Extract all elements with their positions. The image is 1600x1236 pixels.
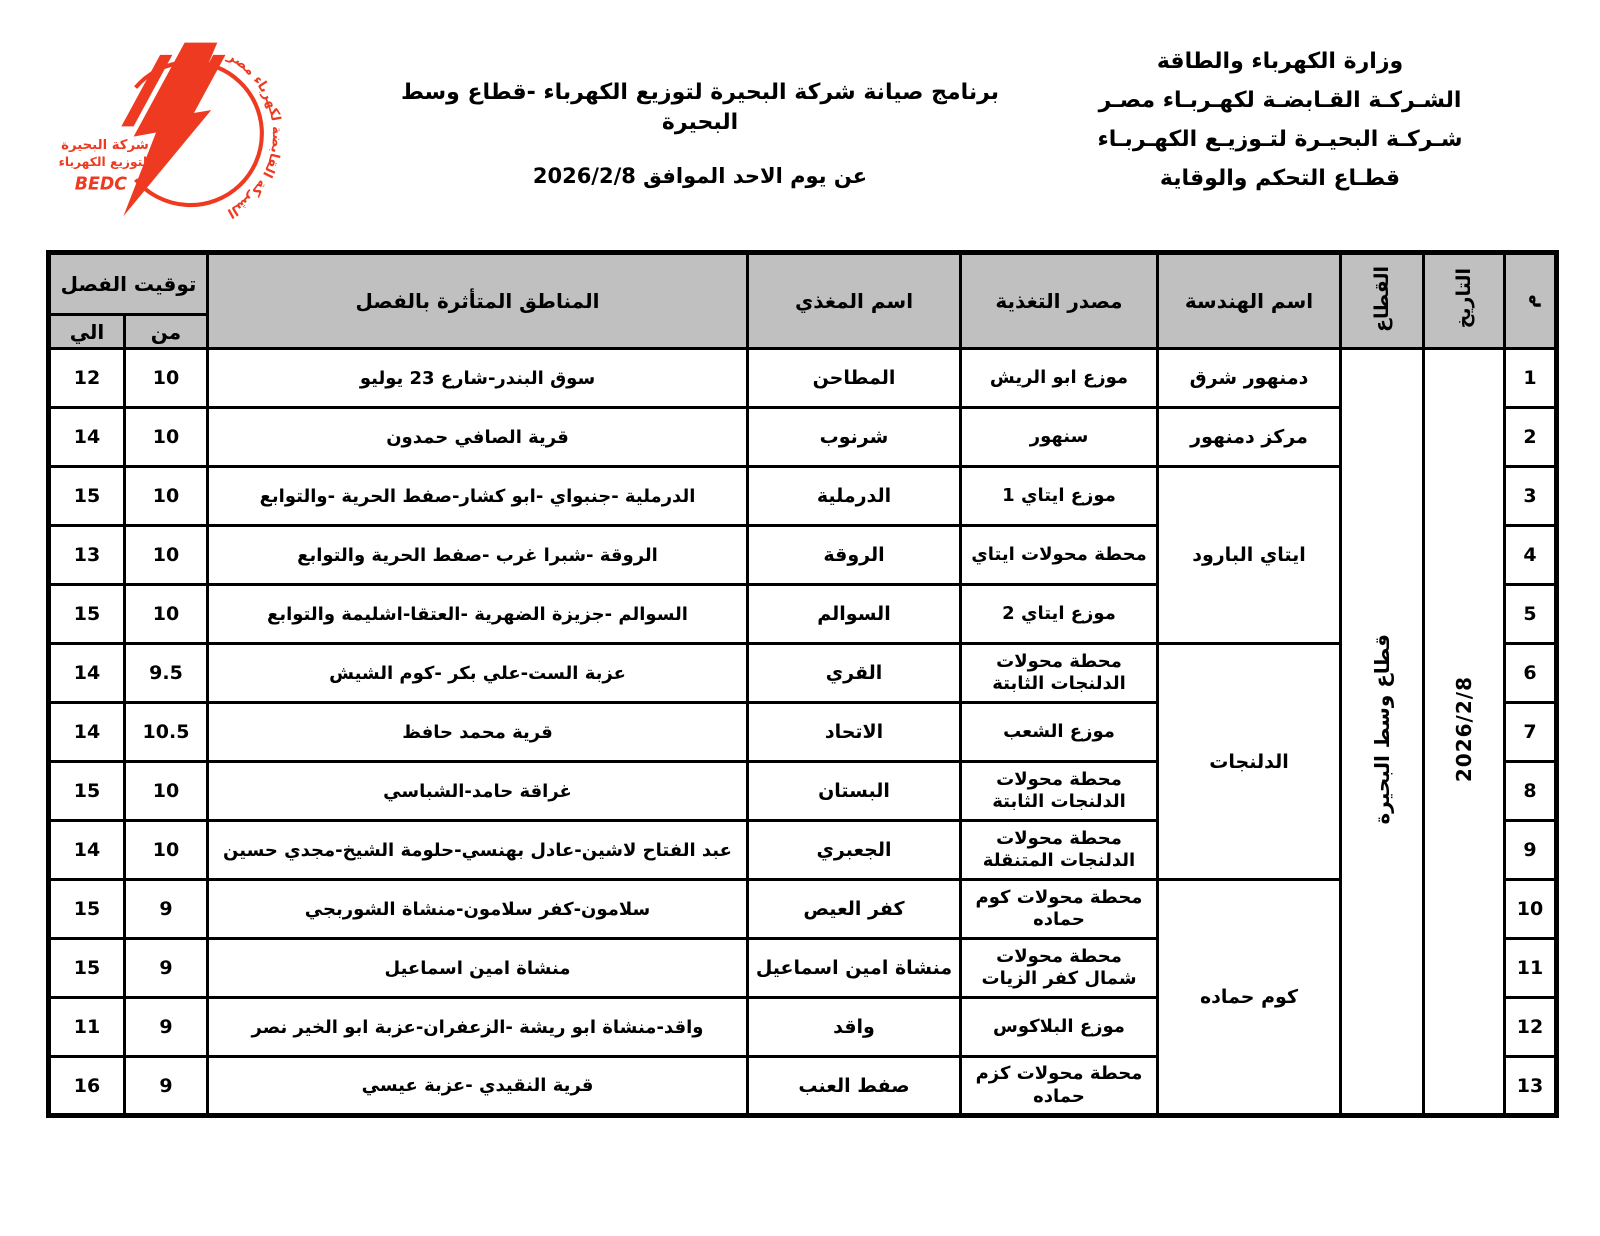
from-time-cell: 9 <box>125 939 208 998</box>
feeder-cell: منشاة امين اسماعيل <box>748 939 961 998</box>
from-time-cell: 10 <box>125 821 208 880</box>
feed-source-cell: محطة محولات ايتاي <box>961 526 1158 585</box>
feeder-cell: الروقة <box>748 526 961 585</box>
from-time-cell: 10 <box>125 526 208 585</box>
feeder-cell: كفر العيص <box>748 880 961 939</box>
row-number: 10 <box>1505 880 1557 939</box>
org-line-sector: قطـاع التحكم والوقاية <box>1159 166 1401 191</box>
row-number: 8 <box>1505 762 1557 821</box>
engineering-cell: دمنهور شرق <box>1158 349 1341 408</box>
feeder-cell: الاتحاد <box>748 703 961 762</box>
from-time-cell: 10.5 <box>125 703 208 762</box>
row-number: 13 <box>1505 1057 1557 1116</box>
areas-cell: غراقة حامد-الشباسي <box>208 762 748 821</box>
feeder-cell: السوالم <box>748 585 961 644</box>
header-affected-areas: المناطق المتأثرة بالفصل <box>208 253 748 349</box>
table-row <box>49 408 1557 467</box>
header-number: م <box>1505 253 1557 349</box>
logo-arc-text: الشركة القابضة لكهرباء مصر <box>224 48 285 221</box>
feed-source-cell: محطة محولات الدلنجات الثابتة <box>961 762 1158 821</box>
feeder-cell: شرنوب <box>748 408 961 467</box>
table-row <box>49 644 1557 703</box>
header-sector: القطاع <box>1341 253 1424 349</box>
feed-source-cell: موزع ابو الريش <box>961 349 1158 408</box>
feed-source-cell: موزع البلاكوس <box>961 998 1158 1057</box>
row-number: 12 <box>1505 998 1557 1057</box>
feed-source-cell: محطة محولات الدلنجات الثابتة <box>961 644 1158 703</box>
feed-source-cell: موزع ايتاي 2 <box>961 585 1158 644</box>
table-row <box>49 880 1557 939</box>
from-time-cell: 9 <box>125 880 208 939</box>
areas-cell: عبد الفتاح لاشين-عادل بهنسي-حلومة الشيخ-مجدي حسين <box>208 821 748 880</box>
row-number: 5 <box>1505 585 1557 644</box>
from-time-cell: 9 <box>125 998 208 1057</box>
logo-company-line2: لتوزيع الكهرباء <box>58 155 148 170</box>
to-time-cell: 14 <box>49 821 125 880</box>
areas-cell: السوالم -جزيزة الضهرية -العتقا-اشليمة والتوابع <box>208 585 748 644</box>
row-number: 1 <box>1505 349 1557 408</box>
engineering-merged-cell: الدلنجات <box>1158 644 1341 880</box>
areas-cell: قرية محمد حافظ <box>208 703 748 762</box>
areas-cell: واقد-منشاة ابو ريشة -الزعفران-عزبة ابو الخير نصر <box>208 998 748 1057</box>
to-time-cell: 15 <box>49 939 125 998</box>
from-time-cell: 9.5 <box>125 644 208 703</box>
to-time-cell: 15 <box>49 585 125 644</box>
header-engineering: اسم الهندسة <box>1158 253 1341 349</box>
row-number: 6 <box>1505 644 1557 703</box>
feed-source-cell: موزع الشعب <box>961 703 1158 762</box>
row-number: 2 <box>1505 408 1557 467</box>
sector-merged-cell: قطاع وسط البحيرة <box>1341 349 1424 1116</box>
from-time-cell: 10 <box>125 408 208 467</box>
areas-cell: سلامون-كفر سلامون-منشاة الشوربجي <box>208 880 748 939</box>
logo-acronym: BEDC <box>74 174 128 195</box>
areas-cell: عزبة الست-علي بكر -كوم الشيش <box>208 644 748 703</box>
to-time-cell: 15 <box>49 880 125 939</box>
engineering-cell: مركز دمنهور <box>1158 408 1341 467</box>
to-time-cell: 15 <box>49 762 125 821</box>
row-number: 7 <box>1505 703 1557 762</box>
header-date: التاريخ <box>1424 253 1505 349</box>
title-line-2: عن يوم الاحد الموافق 2026/2/8 <box>532 164 868 188</box>
to-time-cell: 12 <box>49 349 125 408</box>
feed-source-cell: موزع ايتاي 1 <box>961 467 1158 526</box>
from-time-cell: 10 <box>125 467 208 526</box>
feeder-cell: واقد <box>748 998 961 1057</box>
lightning-bolt-icon <box>123 43 217 217</box>
from-time-cell: 10 <box>125 349 208 408</box>
organization-header <box>1015 42 1545 198</box>
areas-cell: قرية الصافي حمدون <box>208 408 748 467</box>
row-number: 3 <box>1505 467 1557 526</box>
feed-source-cell: محطة محولات شمال كفر الزيات <box>961 939 1158 998</box>
to-time-cell: 14 <box>49 644 125 703</box>
feeder-cell: الجعبري <box>748 821 961 880</box>
to-time-cell: 13 <box>49 526 125 585</box>
title-line-1: برنامج صيانة شركة البحيرة لتوزيع الكهرباء -قطاع وسط البحيرة <box>400 80 1000 135</box>
areas-cell: منشاة امين اسماعيل <box>208 939 748 998</box>
feed-source-cell: محطة محولات كزم حماده <box>961 1057 1158 1116</box>
document-title <box>400 78 1000 188</box>
feeder-cell: القري <box>748 644 961 703</box>
to-time-cell: 16 <box>49 1057 125 1116</box>
feeder-cell: البستان <box>748 762 961 821</box>
header-outage-timing: توقيت الفصل <box>49 253 208 315</box>
to-time-cell: 14 <box>49 703 125 762</box>
areas-cell: سوق البندر-شارع 23 يوليو <box>208 349 748 408</box>
date-merged-cell: 2026/2/8 <box>1424 349 1505 1116</box>
areas-cell: الدرملية -جنبواي -ابو كشار-صفط الحرية -والتوابع <box>208 467 748 526</box>
feed-source-cell: محطة محولات الدلنجات المتنقلة <box>961 821 1158 880</box>
feeder-cell: المطاحن <box>748 349 961 408</box>
from-time-cell: 10 <box>125 762 208 821</box>
bedc-logo-graphic <box>58 28 298 233</box>
org-line-company: شـركـة البحيـرة لتـوزيـع الكهـربـاء <box>1097 127 1463 152</box>
maintenance-schedule-table <box>46 250 1559 1118</box>
row-number: 9 <box>1505 821 1557 880</box>
org-line-ministry: وزارة الكهرباء والطاقة <box>1156 49 1404 74</box>
feeder-cell: الدرملية <box>748 467 961 526</box>
row-number: 11 <box>1505 939 1557 998</box>
feed-source-cell: سنهور <box>961 408 1158 467</box>
header-feed-source: مصدر التغذية <box>961 253 1158 349</box>
from-time-cell: 9 <box>125 1057 208 1116</box>
to-time-cell: 11 <box>49 998 125 1057</box>
row-number: 4 <box>1505 526 1557 585</box>
logo-company-line1: شركة البحيرة <box>61 137 149 153</box>
table-row <box>49 467 1557 526</box>
feeder-cell: صفط العنب <box>748 1057 961 1116</box>
org-line-holding: الشـركـة القـابضـة لكهـربـاء مصـر <box>1098 88 1462 113</box>
table-row <box>49 349 1557 408</box>
bedc-logo <box>58 28 298 233</box>
to-time-cell: 15 <box>49 467 125 526</box>
areas-cell: الروقة -شبرا غرب -صفط الحرية والتوابع <box>208 526 748 585</box>
header-from: من <box>125 315 208 349</box>
areas-cell: قرية النقيدي -عزبة عيسي <box>208 1057 748 1116</box>
header-feeder-name: اسم المغذي <box>748 253 961 349</box>
engineering-merged-cell: كوم حماده <box>1158 880 1341 1116</box>
to-time-cell: 14 <box>49 408 125 467</box>
header-to: الي <box>49 315 125 349</box>
from-time-cell: 10 <box>125 585 208 644</box>
engineering-merged-cell: ايتاي البارود <box>1158 467 1341 644</box>
feed-source-cell: محطة محولات كوم حماده <box>961 880 1158 939</box>
